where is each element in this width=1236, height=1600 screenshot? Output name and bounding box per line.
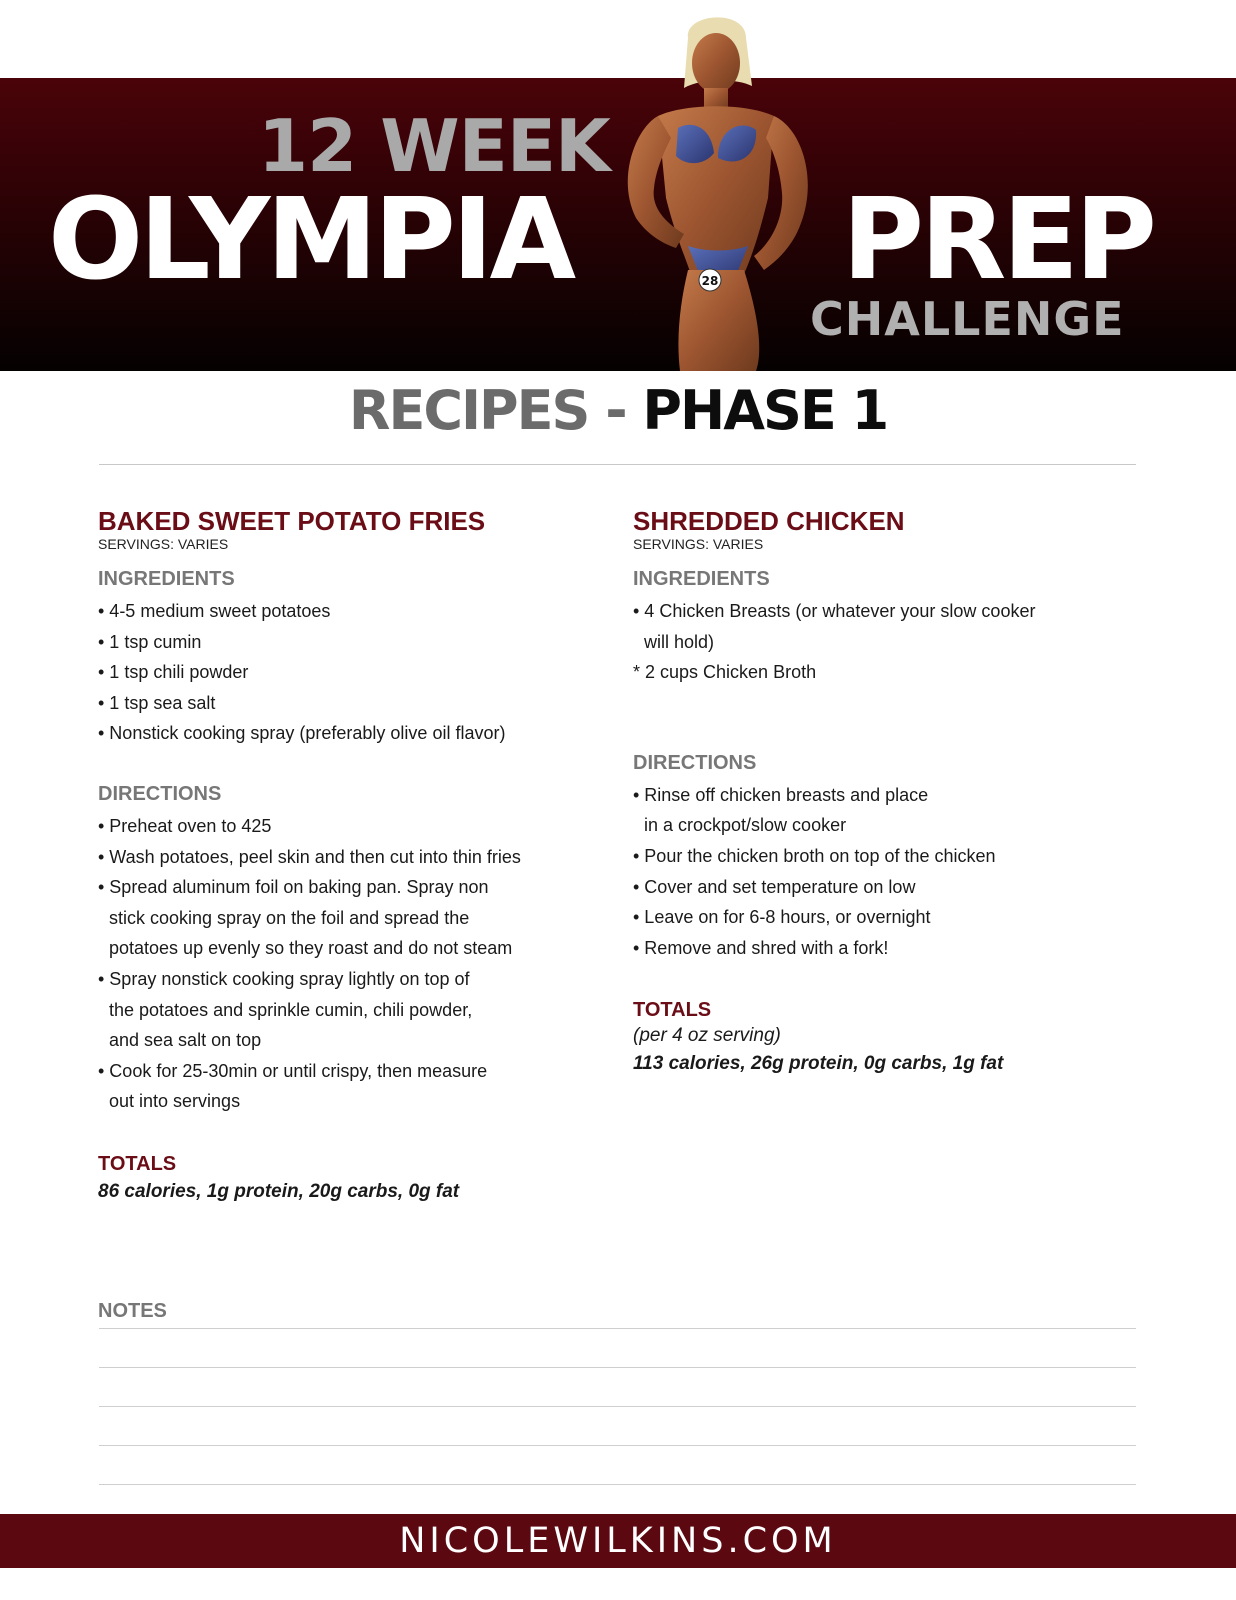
list-item: out into servings	[109, 1091, 241, 1112]
list-item: • 4-5 medium sweet potatoes	[98, 601, 331, 621]
footer-bar	[0, 1514, 1236, 1568]
totals-values: 86 calories, 1g protein, 20g carbs, 0g fat	[98, 1180, 460, 1202]
list-item: • Cover and set temperature on low	[633, 876, 916, 897]
title-divider	[99, 464, 1136, 465]
directions-list	[98, 811, 608, 1117]
list-item: • 1 tsp cumin	[98, 631, 202, 652]
list-item: and sea salt on top	[109, 1030, 262, 1051]
list-item: • 4 Chicken Breasts (or whatever your slow cooker	[633, 601, 1036, 621]
totals-heading: TOTALS	[633, 999, 712, 1022]
list-item: the potatoes and sprinkle cumin, chili powder,	[109, 999, 473, 1020]
list-item: potatoes up evenly so they roast and do not steam	[109, 938, 513, 959]
athlete-photo	[596, 8, 836, 371]
directions-heading: DIRECTIONS	[633, 751, 757, 774]
list-item: * 2 cups Chicken Broth	[633, 662, 817, 683]
list-item: • Pour the chicken broth on top of the chicken	[633, 845, 996, 866]
header-olympia: OLYMPIA	[48, 175, 573, 305]
notes-line	[99, 1406, 1136, 1407]
totals-serving-note: (per 4 oz serving)	[633, 1025, 781, 1047]
ingredients-heading: INGREDIENTS	[98, 568, 235, 590]
header-12-week: 12 WEEK	[258, 104, 610, 188]
page-title-phase: PHASE 1	[642, 379, 888, 442]
totals-values: 113 calories, 26g protein, 0g carbs, 1g fat	[633, 1053, 1004, 1075]
directions-heading: DIRECTIONS	[98, 782, 222, 805]
notes-heading: NOTES	[98, 1300, 167, 1322]
notes-line	[99, 1484, 1136, 1485]
list-item: • Cook for 25-30min or until crispy, then measure	[98, 1060, 488, 1081]
page-title	[0, 379, 1236, 442]
ingredients-list	[633, 596, 1143, 688]
recipe-sweet-potato-fries	[98, 506, 608, 1207]
footer-website: NICOLEWILKINS.COM	[399, 1520, 837, 1561]
list-item: will hold)	[644, 631, 715, 652]
list-item: • 1 tsp chili powder	[98, 662, 249, 683]
list-item: • Leave on for 6-8 hours, or overnight	[633, 907, 931, 928]
recipe-shredded-chicken	[633, 506, 1143, 1079]
list-item: • 1 tsp sea salt	[98, 692, 216, 713]
list-item: • Spray nonstick cooking spray lightly on top of	[98, 968, 470, 989]
ingredients-heading: INGREDIENTS	[633, 568, 770, 590]
bib-number: 28	[701, 274, 719, 288]
list-item: • Nonstick cooking spray (preferably olive oil flavor)	[98, 723, 506, 744]
list-item: stick cooking spray on the foil and spread the	[109, 907, 470, 928]
notes-line	[99, 1367, 1136, 1368]
recipe-servings: SERVINGS: VARIES	[633, 536, 764, 552]
page-title-recipes: RECIPES -	[348, 379, 643, 442]
list-item: • Spread aluminum foil on baking pan. Spray non	[98, 877, 489, 898]
header-challenge: CHALLENGE	[810, 292, 1125, 346]
list-item: • Remove and shred with a fork!	[633, 937, 889, 958]
recipe-servings: SERVINGS: VARIES	[98, 536, 229, 552]
list-item: in a crockpot/slow cooker	[644, 815, 847, 836]
list-item: • Preheat oven to 425	[98, 815, 272, 836]
totals-heading: TOTALS	[98, 1152, 177, 1175]
ingredients-list	[98, 596, 608, 749]
notes-line	[99, 1328, 1136, 1329]
recipe-title: BAKED SWEET POTATO FRIES	[98, 506, 486, 536]
list-item: • Rinse off chicken breasts and place	[633, 784, 929, 805]
directions-list	[633, 780, 1143, 964]
notes-line	[99, 1445, 1136, 1446]
list-item: • Wash potatoes, peel skin and then cut into thin fries	[98, 846, 521, 867]
recipe-title: SHREDDED CHICKEN	[633, 506, 905, 536]
header-prep: PREP	[842, 175, 1153, 305]
